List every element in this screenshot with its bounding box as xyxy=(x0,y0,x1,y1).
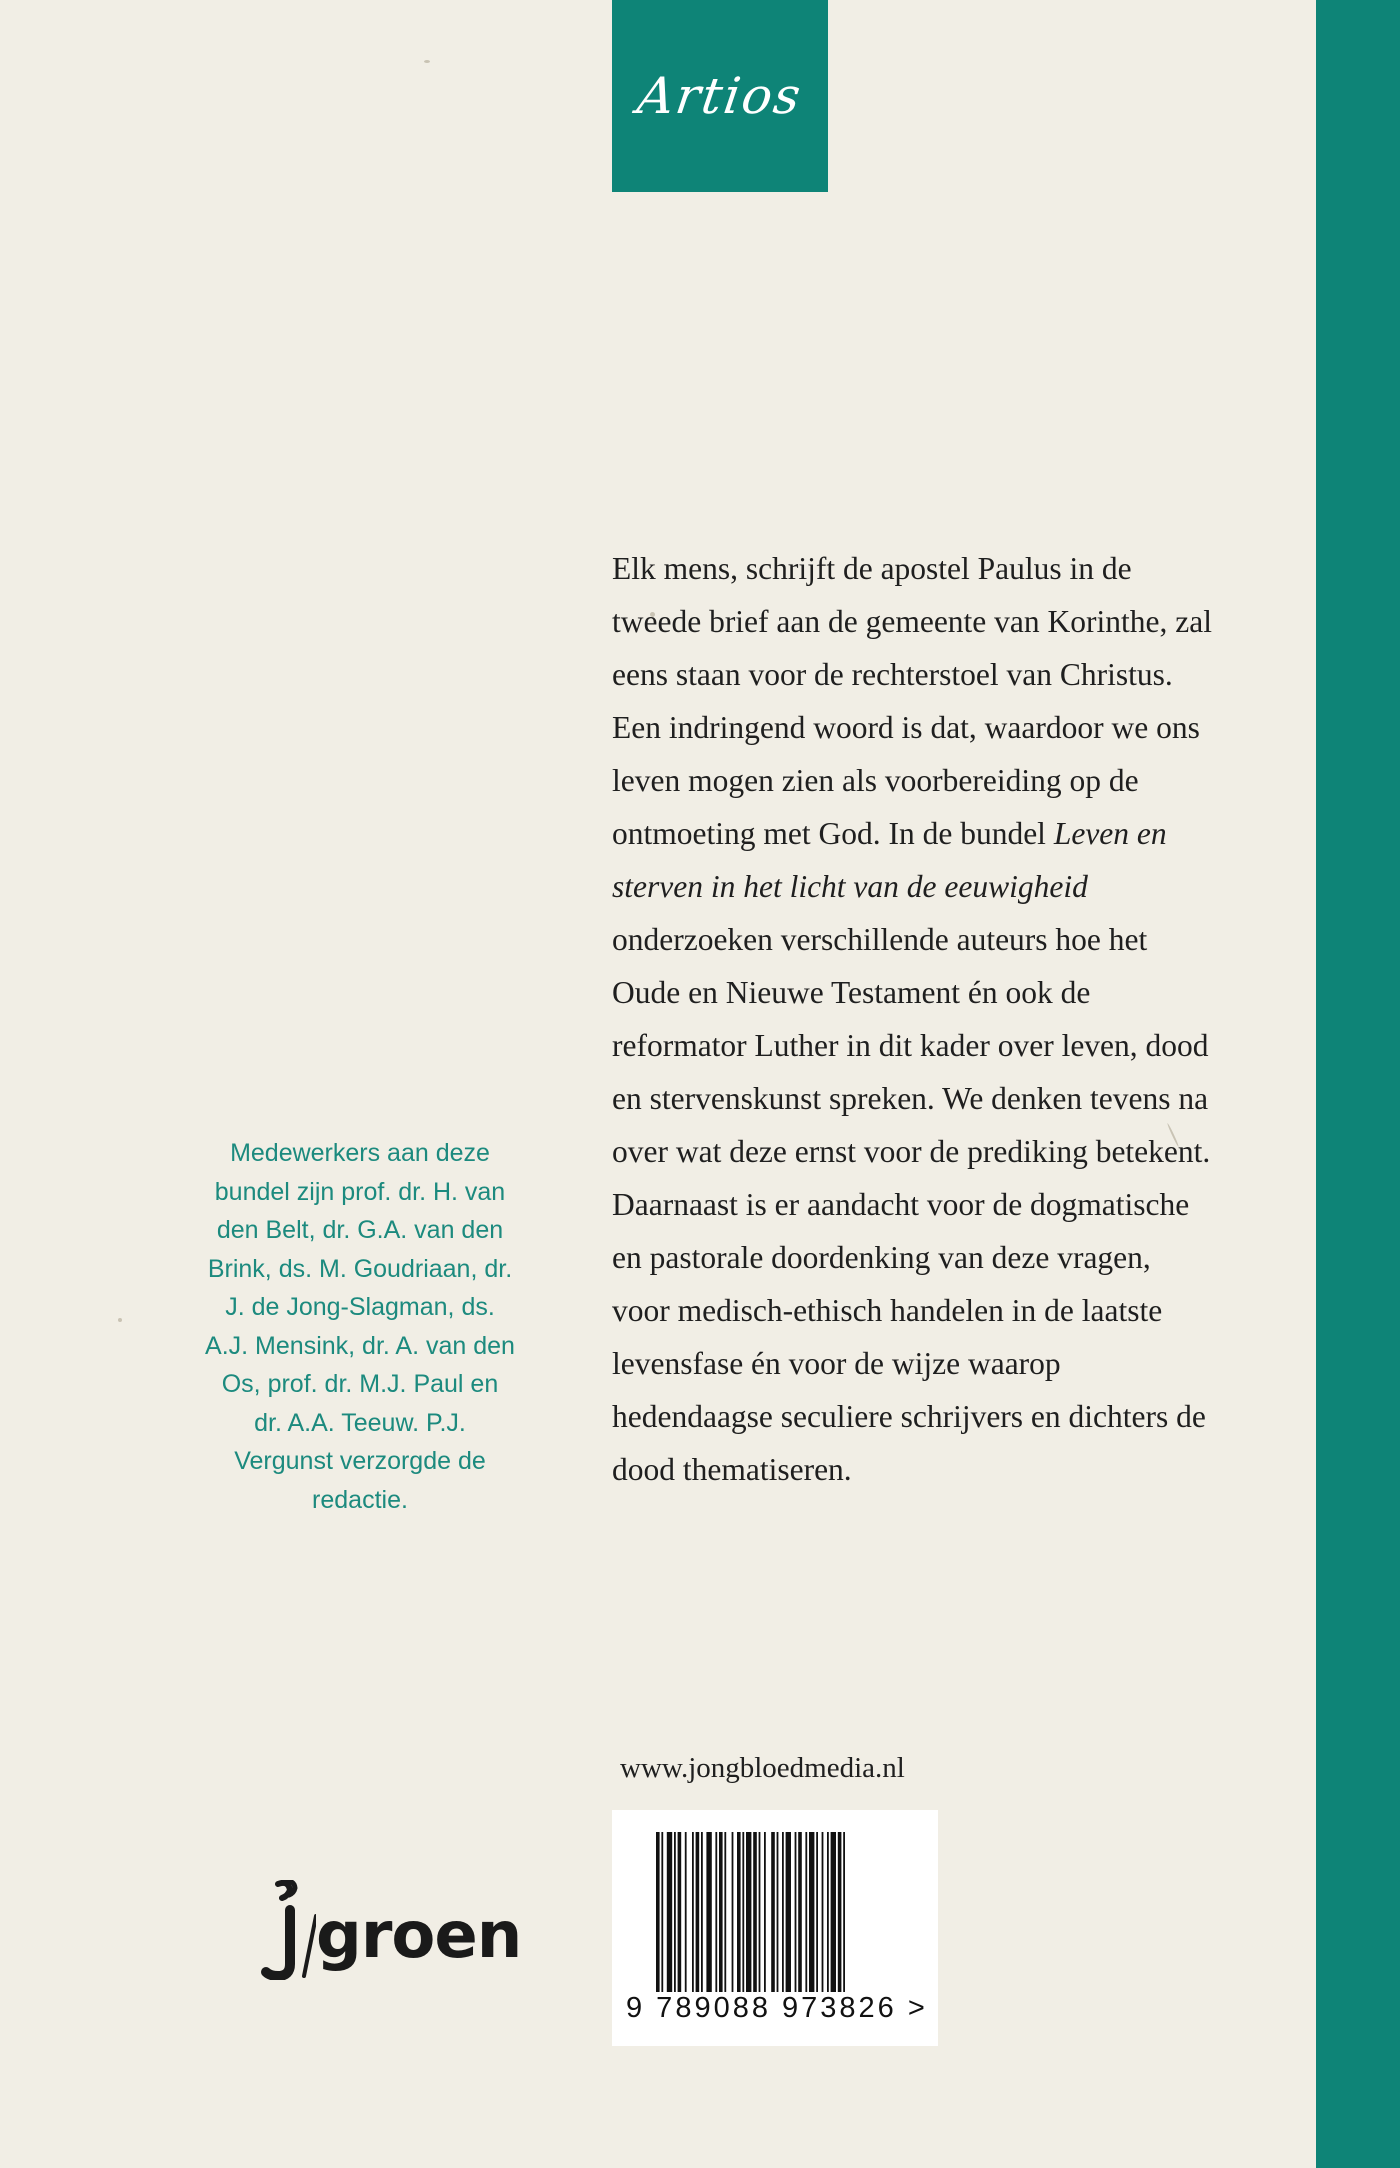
barcode-bar xyxy=(822,1832,824,1992)
barcode-bar xyxy=(782,1832,784,1992)
imprint-tab xyxy=(612,0,828,192)
barcode-bar xyxy=(737,1832,741,1992)
barcode-bar xyxy=(719,1832,723,1992)
barcode-bar xyxy=(667,1832,672,1992)
barcode-bar xyxy=(805,1832,807,1992)
barcode-bar xyxy=(678,1832,682,1992)
barcode-bar xyxy=(674,1832,676,1992)
j-mark-icon xyxy=(256,1880,316,1980)
paper-speck xyxy=(424,60,430,63)
publisher-website: www.jongbloedmedia.nl xyxy=(620,1752,905,1784)
barcode-bar xyxy=(795,1832,797,1992)
barcode-bar xyxy=(701,1832,703,1992)
barcode-bar xyxy=(809,1832,814,1992)
barcode-bar xyxy=(771,1832,775,1992)
publisher-name: groen xyxy=(316,1899,522,1973)
barcode-bar xyxy=(753,1832,757,1992)
barcode-bar xyxy=(786,1832,791,1992)
barcode-bar xyxy=(838,1832,842,1992)
spine-band xyxy=(1316,0,1400,2168)
barcode-bar xyxy=(742,1832,744,1992)
barcode-bar xyxy=(661,1832,663,1992)
barcode-bar xyxy=(827,1832,829,1992)
barcode-bar xyxy=(715,1832,717,1992)
paper-speck xyxy=(118,1318,122,1322)
barcode-bar xyxy=(732,1832,734,1992)
barcode-bars xyxy=(656,1832,896,1992)
contributors-note: Medewerkers aan deze bundel zijn prof. dr. H. van den Belt, dr. G.A. van den Brink, ds. M. Goudriaan, dr. J. de Jong-Slagman, ds. A.J. Mensink, dr. A. van den Os, prof. dr. M.J. Paul en dr. A.A. Teeuw. P.J. Vergunst verzorgde de redactie. xyxy=(205,1139,515,1514)
barcode-bar xyxy=(798,1832,802,1992)
back-cover-blurb xyxy=(612,542,1212,1496)
isbn-barcode xyxy=(612,1810,938,2046)
barcode-bar xyxy=(777,1832,779,1992)
publisher-logo xyxy=(256,1870,521,1980)
blurb-segment: onderzoeken verschillende auteurs hoe het Oude en Nieuwe Testament én ook de reformator Luther in dit kader over leven, dood en stervenskunst spreken. We denken tevens na over wat deze ernst voor de prediking betekent. Daarnaast is er aandacht voor de dogmatische en pastorale doordenking van deze vragen, voor medisch-ethisch handelen in de laatste levensfase én voor de wijze waarop hedendaagse seculiere schrijvers en dichters de dood thematiseren. xyxy=(612,922,1211,1487)
blurb-segment: Elk mens, schrijft de apostel Paulus in de tweede brief aan de gemeente van Korinthe, zal eens staan voor de rechterstoel van Christus. Een indringend woord is dat, waardoor we ons leven mogen zien als voorbereiding op de ontmoeting met God. In de bundel xyxy=(612,551,1212,851)
barcode-bar xyxy=(685,1832,687,1992)
book-title-italic: Leven en sterven in het licht van de eeuwigheid xyxy=(612,816,1167,904)
barcode-bar xyxy=(816,1832,818,1992)
barcode-bar xyxy=(656,1832,660,1992)
barcode-bar xyxy=(843,1832,845,1992)
barcode-bar xyxy=(764,1832,766,1992)
blurb-paragraph xyxy=(612,542,1212,1496)
imprint-name: Artios xyxy=(633,67,806,125)
barcode-bar xyxy=(759,1832,761,1992)
barcode-bar xyxy=(746,1832,751,1992)
barcode-bar xyxy=(696,1832,700,1992)
barcode-bar xyxy=(692,1832,694,1992)
barcode-bar xyxy=(831,1832,836,1992)
barcode-bar xyxy=(706,1832,711,1992)
barcode-digits: 9 789088 973826 > xyxy=(626,1992,928,2024)
barcode-bar xyxy=(724,1832,726,1992)
